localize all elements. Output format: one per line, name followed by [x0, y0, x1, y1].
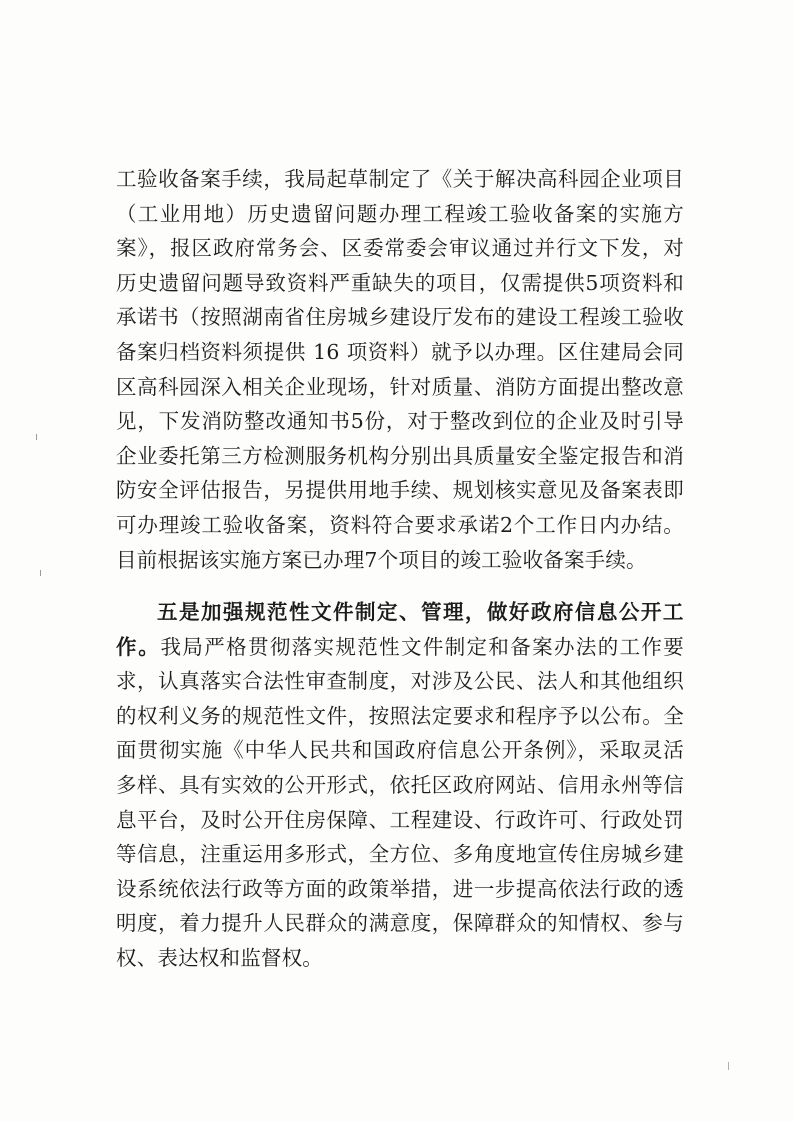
scan-margin-mark — [728, 1062, 729, 1070]
body-paragraph-2 — [116, 595, 684, 976]
scan-margin-mark — [40, 570, 41, 576]
paragraph-2-heading: 五是加强规范性文件制定、管理，做好政府信息公开工作。 — [116, 600, 684, 659]
paragraph-2-body: 我局严格贯彻落实规范性文件制定和备案办法的工作要求，认真落实合法性审查制度，对涉及公民、法人和其他组织的权利义务的规范性文件，按照法定要求和程序予以公布。全面贯彻实施《中华人民共和国政府信息公开条例》，采取灵活多样、具有实效的公开形式，依托区政府网站、信用永州等信息平台，及时公开住房保障、工程建设、行政许可、行政处罚等信息，注重运用多形式，全方位、多角度地宣传住房城乡建设系统依法行政等方面的政策举措，进一步提高依法行政的透明度，着力提升人民群众的满意度，保障群众的知情权、参与权、表达权和监督权。 — [116, 634, 684, 970]
body-paragraph-1: 工验收备案手续，我局起草制定了《关于解决高科园企业项目（工业用地）历史遗留问题办理工程竣工验收备案的实施方案》，报区政府常务会、区委常委会审议通过并行文下发，对历史遗留问题导致资料严重缺失的项目，仅需提供5项资料和承诺书（按照湖南省住房城乡建设厅发布的建设工程竣工验收备案归档资料须提供 16 项资料）就予以办理。区住建局会同区高科园深入相关企业现场，针对质量、消防方面提出整改意见，下发消防整改通知书5份，对于整改到位的企业及时引导企业委托第三方检测服务机构分别出具质量安全鉴定报告和消防安全评估报告，另提供用地手续、规划核实意见及备案表即可办理竣工验收备案，资料符合要求承诺2个工作日内办结。目前根据该实施方案已办理7个项目的竣工验收备案手续。 — [116, 167, 684, 572]
scan-margin-mark — [36, 434, 37, 440]
